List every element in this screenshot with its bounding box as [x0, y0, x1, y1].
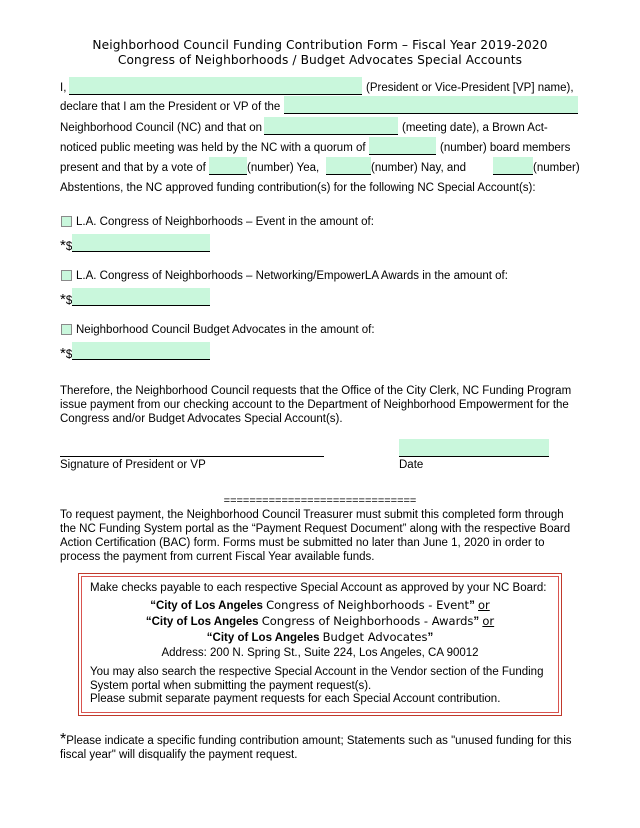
account-awards-amount-field[interactable]: [72, 288, 210, 306]
declare-text: declare that I am the President or VP of the: [60, 101, 281, 113]
required-star: *: [60, 237, 66, 254]
payee-close-quote: ”: [469, 600, 475, 612]
payee-open-quote: “: [150, 600, 156, 612]
quorum-suffix: (number) board members: [440, 142, 571, 154]
abstention-number-label: (number): [533, 162, 580, 174]
name-role-suffix: (President or Vice-President [VP] name),: [366, 82, 574, 94]
form-title-line1: Neighborhood Council Funding Contribution Form – Fiscal Year 2019-2020: [92, 38, 548, 52]
nay-label: (number) Nay, and: [371, 162, 467, 174]
meeting-date-field[interactable]: [264, 117, 398, 135]
account-awards-checkbox[interactable]: [61, 270, 72, 281]
quorum-field[interactable]: [369, 137, 436, 155]
amount-prefix: [60, 347, 72, 362]
nc-name-field[interactable]: [284, 96, 578, 114]
payee-open-quote: “: [206, 632, 213, 644]
yea-label: (number) Yea,: [247, 162, 320, 174]
meeting-date-suffix: (meeting date), a Brown Act-: [402, 122, 548, 134]
payee-close-quote: ”: [427, 632, 434, 644]
footnote: [60, 733, 582, 762]
i-prefix: I,: [60, 82, 67, 94]
payee-city-name: City of Los Angeles: [212, 632, 320, 644]
account-event-label: L.A. Congress of Neighborhoods – Event in the amount of:: [76, 216, 374, 228]
account-event-checkbox[interactable]: [61, 216, 72, 227]
meeting-date-prefix: Neighborhood Council (NC) and that on: [60, 122, 263, 134]
account-budget-advocates-label: Neighborhood Council Budget Advocates in the amount of:: [76, 324, 375, 336]
search-note: You may also search the respective Special Account in the Vendor section of the Funding System portal when submitting the payment request(s).: [90, 666, 544, 692]
account-budget-advocates-checkbox[interactable]: [61, 324, 72, 335]
account-awards-label: L.A. Congress of Neighborhoods – Networking/EmpowerLA Awards in the amount of:: [76, 270, 508, 282]
payee-city-name: City of Los Angeles: [151, 616, 259, 628]
payee-budget-line: [81, 630, 559, 645]
payee-awards-name: Congress of Neighborhoods - Awards: [261, 614, 474, 628]
currency-sign: $: [65, 295, 73, 307]
yea-count-field[interactable]: [209, 157, 247, 175]
footnote-star: *: [60, 731, 67, 748]
payee-address: Address: 200 N. Spring St., Suite 224, Los Angeles, CA 90012: [161, 647, 479, 659]
separate-note: Please submit separate payment requests for each Special Account contribution.: [90, 693, 501, 705]
nay-count-field[interactable]: [326, 157, 371, 175]
currency-sign: $: [65, 241, 73, 253]
signature-label: Signature of President or VP: [60, 459, 206, 471]
payee-city-name: City of Los Angeles: [155, 600, 263, 612]
instructions-paragraph: To request payment, the Neighborhood Council Treasurer must submit this completed form through the NC Funding System portal as the “Payment Request Document” along with the respective Board Action Certification (BAC) form. Forms must be submitted no later than June 1, 2020 in order to process the payment from current Fiscal Year available funds.: [60, 509, 571, 563]
payee-close-quote: ”: [473, 616, 480, 628]
account-event-amount-field[interactable]: [72, 234, 210, 252]
quorum-prefix: noticed public meeting was held by the NC with a quorum of: [60, 142, 366, 154]
payee-open-quote: “: [145, 616, 152, 628]
account-budget-advocates-amount-field[interactable]: [72, 342, 210, 360]
abstention-count-field[interactable]: [493, 157, 533, 175]
or-conjunction: or: [482, 614, 495, 628]
date-label: Date: [399, 459, 424, 471]
date-field[interactable]: [399, 439, 549, 457]
vote-prefix: present and that by a vote of: [60, 162, 206, 174]
payee-awards-line: [81, 614, 559, 629]
abstentions-text: Abstentions, the NC approved funding contribution(s) for the following NC Special Account(s):: [60, 182, 536, 194]
separator: ==============================: [223, 495, 417, 507]
president-name-field[interactable]: [69, 77, 362, 95]
or-conjunction: or: [478, 598, 490, 612]
payable-intro: Make checks payable to each respective Special Account as approved by your NC Board:: [90, 582, 547, 594]
footnote-text: Please indicate a specific funding contribution amount; Statements such as "unused funding for this fiscal year" will disqualify the payment request.: [60, 735, 572, 761]
form-title-line2: Congress of Neighborhoods / Budget Advocates Special Accounts: [117, 53, 523, 67]
amount-prefix: [60, 293, 72, 308]
currency-sign: $: [65, 349, 73, 361]
signature-field[interactable]: [60, 439, 324, 457]
payee-event-line: [81, 598, 559, 613]
request-paragraph: Therefore, the Neighborhood Council requests that the Office of the City Clerk, NC Funding Program issue payment from our checking account to the Department of Neighborhood Empowerment for the Congress and/or Budget Advocates Special Account(s).: [60, 385, 572, 425]
required-star: *: [60, 345, 66, 362]
payee-event-name: Congress of Neighborhoods - Event: [266, 598, 470, 612]
amount-prefix: [60, 239, 72, 254]
required-star: *: [60, 291, 66, 308]
payee-budget-name: Budget Advocates: [322, 630, 428, 644]
